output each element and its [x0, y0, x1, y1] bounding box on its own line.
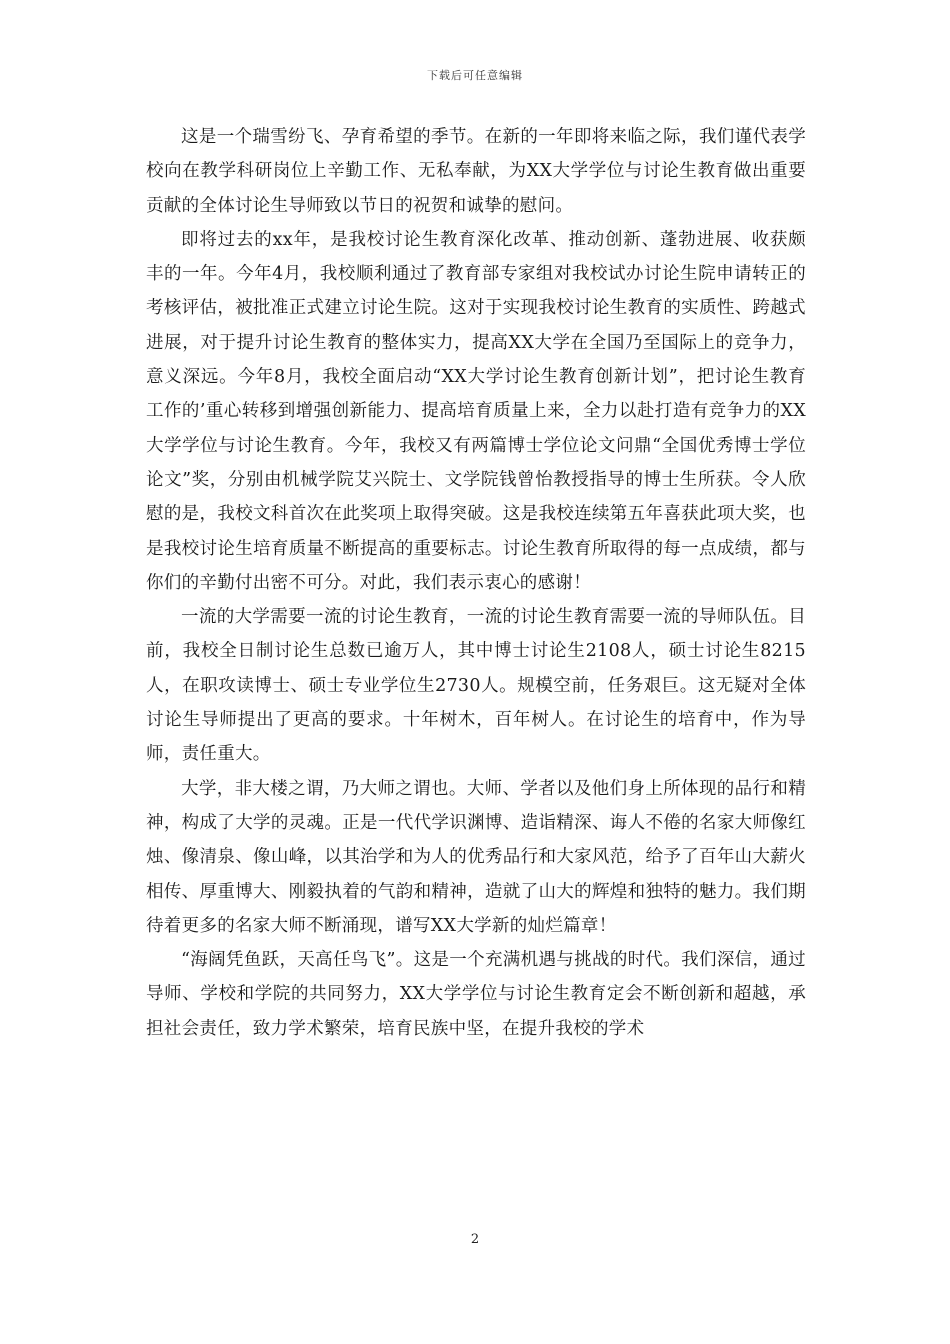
page-header: 下载后可任意编辑	[427, 69, 523, 82]
document-body	[146, 120, 806, 1046]
paragraph-supervisors: 一流的大学需要一流的讨论生教育，一流的讨论生教育需要一流的导师队伍。目前，我校全日制讨论生总数已逾万人，其中博士讨论生2108人，硕士讨论生8215人，在职攻读博士、硕士专业学位生2730人。规模空前，任务艰巨。这无疑对全体讨论生导师提出了更高的要求。十年树木，百年树人。在讨论生的培育中，作为导师，责任重大。	[146, 607, 806, 765]
paragraph-closing: “海阔凭鱼跃，天高任鸟飞”。这是一个充满机遇与挑战的时代。我们深信，通过导师、学校和学院的共同努力，XX大学学位与讨论生教育定会不断创新和超越，承担社会责任，致力学术繁荣，培育民族中坚，在提升我校的学术	[146, 950, 806, 1039]
paragraph-masters: 大学，非大楼之谓，乃大师之谓也。大师、学者以及他们身上所体现的品行和精神，构成了大学的灵魂。正是一代代学识渊博、造诣精深、诲人不倦的名家大师像红烛、像清泉、像山峰，以其治学和为人的优秀品行和大家风范，给予了百年山大薪火相传、厚重博大、刚毅执着的气韵和精神，造就了山大的辉煌和独特的魅力。我们期待着更多的名家大师不断涌现，谱写XX大学新的灿烂篇章！	[146, 778, 806, 936]
paragraph-achievements: 即将过去的xx年，是我校讨论生教育深化改革、推动创新、蓬勃进展、收获颇丰的一年。今年4月，我校顺利通过了教育部专家组对我校试办讨论生院申请转正的考核评估，被批准正式建立讨论生院。这对于实现我校讨论生教育的实质性、跨越式进展，对于提升讨论生教育的整体实力，提高XX大学在全国乃至国际上的竞争力，意义深远。今年8月，我校全面启动“XX大学讨论生教育创新计划”，把讨论生教育工作的’重心转移到增强创新能力、提高培育质量上来，全力以赴打造有竞争力的XX大学学位与讨论生教育。今年，我校又有两篇博士学位论文问鼎“全国优秀博士学位论文”奖，分别由机械学院艾兴院士、文学院钱曾怡教授指导的博士生所获。令人欣慰的是，我校文科首次在此奖项上取得突破。这是我校连续第五年喜获此项大奖，也是我校讨论生培育质量不断提高的重要标志。讨论生教育所取得的每一点成绩，都与你们的辛勤付出密不可分。对此，我们表示衷心的感谢！	[146, 229, 806, 593]
page-number: 2	[470, 1232, 480, 1247]
paragraph-greeting: 这是一个瑞雪纷飞、孕育希望的季节。在新的一年即将来临之际，我们谨代表学校向在教学科研岗位上辛勤工作、无私奉献，为XX大学学位与讨论生教育做出重要贡献的全体讨论生导师致以节日的祝贺和诚挚的慰问。	[146, 127, 806, 216]
